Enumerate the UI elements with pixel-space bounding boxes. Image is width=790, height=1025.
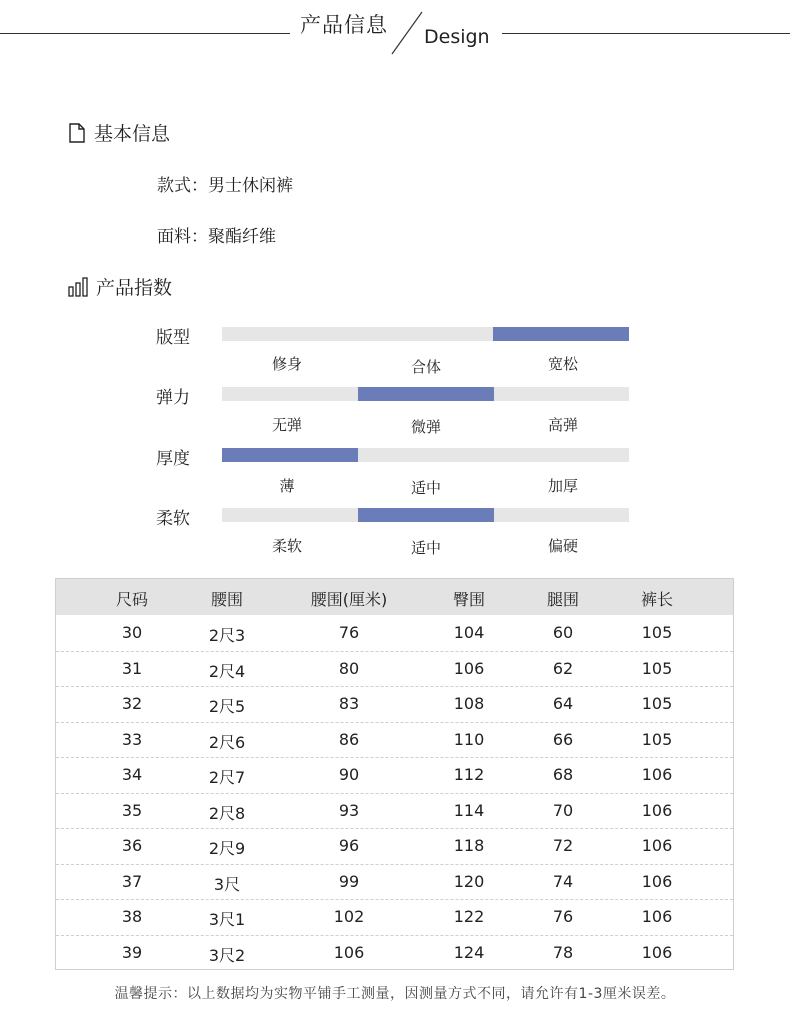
row-divider [56, 722, 733, 723]
product-index-title: 产品指数 [96, 277, 173, 299]
table-header-cell: 腰围(厘米) [310, 590, 388, 609]
cell-waist-chi: 3尺1 [208, 910, 246, 929]
cell-waist-cm: 90 [338, 765, 360, 784]
cell-length: 106 [641, 836, 673, 855]
row-divider [56, 864, 733, 865]
table-header-cell: 臀围 [452, 590, 485, 609]
measurement-footnote: 温馨提示：以上数据均为实物平铺手工测量，因测量方式不同，请允许有1-3厘米误差。 [114, 986, 676, 1002]
index-option: 柔软 [271, 537, 302, 555]
table-header-row [56, 579, 733, 615]
cell-thigh: 64 [552, 694, 574, 713]
cell-length: 106 [641, 942, 673, 962]
page-subtitle: Design [424, 26, 490, 48]
cell-thigh: 72 [552, 836, 574, 855]
cell-hip: 122 [453, 907, 485, 926]
cell-size: 31 [121, 658, 143, 678]
index-option: 适中 [410, 539, 441, 557]
index-label-thickness: 厚度 [156, 449, 190, 469]
row-divider [56, 899, 733, 900]
index-option: 宽松 [547, 355, 578, 373]
cell-size: 35 [121, 800, 143, 820]
cell-thigh: 74 [552, 871, 574, 891]
index-option: 加厚 [547, 477, 578, 495]
cell-hip: 120 [453, 871, 485, 891]
index-option: 高弹 [547, 416, 578, 434]
cell-size: 33 [121, 729, 143, 749]
table-header-cell: 腿围 [546, 590, 579, 609]
index-option: 适中 [410, 479, 441, 497]
index-label-softness: 柔软 [156, 509, 190, 529]
cell-hip: 104 [453, 623, 485, 642]
cell-length: 106 [641, 800, 673, 820]
index-bar-fill [222, 448, 358, 462]
cell-waist-chi: 2尺8 [208, 803, 246, 823]
index-option: 无弹 [271, 416, 302, 434]
row-divider [56, 757, 733, 758]
cell-waist-cm: 80 [338, 658, 360, 678]
cell-hip: 118 [453, 836, 485, 855]
index-bar-fill [358, 508, 494, 522]
table-header-cell: 尺码 [115, 590, 148, 609]
row-divider [56, 651, 733, 652]
cell-waist-chi: 2尺7 [208, 768, 246, 787]
index-option: 修身 [271, 355, 302, 373]
cell-thigh: 62 [552, 658, 574, 678]
info-value: 聚酯纤维 [208, 227, 276, 247]
cell-waist-chi: 2尺6 [208, 732, 246, 752]
cell-hip: 124 [453, 942, 485, 962]
index-label-fit: 版型 [156, 328, 190, 348]
cell-waist-chi: 3尺 [213, 874, 241, 894]
cell-hip: 110 [453, 729, 485, 749]
cell-waist-chi: 2尺5 [208, 697, 246, 716]
info-value: 男士休闲裤 [208, 176, 293, 196]
cell-waist-chi: 2尺3 [208, 626, 246, 645]
cell-length: 105 [641, 694, 673, 713]
product-index-heading [68, 273, 172, 300]
table-header-cell: 裤长 [640, 590, 673, 609]
index-option: 薄 [279, 477, 295, 495]
row-divider [56, 828, 733, 829]
index-option: 微弹 [410, 418, 441, 436]
index-bar-fill [358, 387, 494, 401]
index-label-elasticity: 弹力 [156, 388, 190, 408]
cell-waist-cm: 106 [333, 942, 365, 962]
cell-waist-cm: 76 [338, 623, 360, 642]
cell-size: 32 [121, 694, 143, 713]
index-option: 偏硬 [547, 537, 578, 555]
cell-size: 37 [121, 871, 143, 891]
page-title: 产品信息 [300, 13, 388, 37]
row-divider [56, 793, 733, 794]
info-label: 款式： [157, 176, 208, 196]
cell-waist-cm: 86 [338, 729, 360, 749]
index-bar-elasticity [222, 387, 629, 401]
cell-size: 34 [121, 765, 143, 784]
cell-thigh: 70 [552, 800, 574, 820]
cell-length: 105 [641, 658, 673, 678]
table-header-cell: 腰围 [210, 590, 243, 609]
document-icon [68, 123, 86, 143]
cell-hip: 114 [453, 800, 485, 820]
cell-waist-cm: 83 [338, 694, 360, 713]
header-rule-right [502, 33, 790, 34]
cell-size: 39 [121, 942, 143, 962]
info-label: 面料： [157, 227, 208, 247]
index-bar-thickness [222, 448, 629, 462]
info-row-fabric [157, 222, 276, 247]
cell-hip: 112 [453, 765, 485, 784]
cell-length: 106 [641, 765, 673, 784]
cell-waist-cm: 99 [338, 871, 360, 891]
cell-thigh: 68 [552, 765, 574, 784]
bar-chart-icon [68, 277, 88, 297]
row-divider [56, 686, 733, 687]
cell-hip: 106 [453, 658, 485, 678]
cell-size: 38 [121, 907, 143, 926]
index-bar-softness [222, 508, 629, 522]
cell-size: 36 [121, 836, 143, 855]
cell-thigh: 78 [552, 942, 574, 962]
cell-thigh: 60 [552, 623, 574, 642]
header-slash-divider [388, 10, 426, 56]
index-bar-fill [493, 327, 629, 341]
cell-waist-chi: 2尺9 [208, 839, 246, 858]
cell-thigh: 66 [552, 729, 574, 749]
cell-length: 105 [641, 729, 673, 749]
cell-waist-cm: 102 [333, 907, 365, 926]
header-rule-left [0, 33, 290, 34]
cell-thigh: 76 [552, 907, 574, 926]
row-divider [56, 935, 733, 936]
cell-hip: 108 [453, 694, 485, 713]
cell-waist-chi: 3尺2 [208, 945, 246, 965]
cell-waist-chi: 2尺4 [208, 661, 246, 681]
cell-waist-cm: 96 [338, 836, 360, 855]
cell-length: 106 [641, 907, 673, 926]
size-table [55, 578, 734, 970]
basic-info-heading [68, 119, 170, 146]
cell-size: 30 [121, 623, 143, 642]
info-row-style [157, 171, 293, 196]
index-bar-fit [222, 327, 629, 341]
cell-waist-cm: 93 [338, 800, 360, 820]
cell-length: 105 [641, 623, 673, 642]
basic-info-title: 基本信息 [94, 123, 171, 145]
index-option: 合体 [410, 358, 441, 376]
cell-length: 106 [641, 871, 673, 891]
